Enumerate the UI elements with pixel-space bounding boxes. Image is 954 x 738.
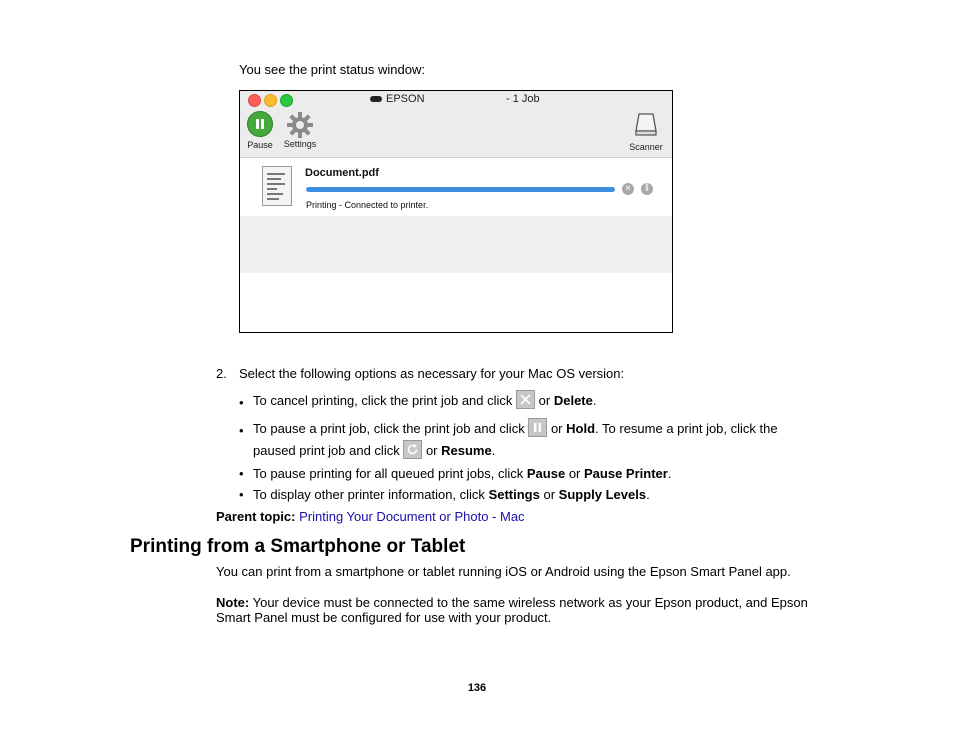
note-paragraph: Note: Your device must be connected to the same wireless network as your Epson product, and Epson Smart Panel must be configured for use with your product. [216, 595, 808, 625]
job-progress-bar [306, 187, 615, 192]
intro-text: You see the print status window: [239, 62, 425, 77]
zoom-window-button[interactable] [280, 94, 293, 107]
step-text: Select the following options as necessary for your Mac OS version: [239, 366, 625, 381]
bullet-marker: • [239, 487, 244, 502]
empty-job-row [240, 216, 672, 273]
job-name: Document.pdf [305, 167, 379, 179]
scanner-button[interactable] [626, 111, 666, 152]
cancel-job-icon[interactable]: × [622, 183, 634, 195]
scanner-icon [633, 111, 659, 137]
pause-icon [247, 111, 273, 137]
job-status: Printing - Connected to printer. [306, 200, 429, 210]
pause-button[interactable] [246, 111, 274, 150]
section-paragraph: You can print from a smartphone or tablet running iOS or Android using the Epson Smart Panel app. [216, 564, 791, 579]
bullet-cancel: To cancel printing, click the print job and click or Delete. [253, 388, 597, 414]
step-number: 2. [216, 366, 227, 381]
pause-job-icon[interactable]: ‖ [641, 183, 653, 195]
bullet-pause-job: To pause a print job, click the print job and click or Hold. To resume a print job, click the [253, 416, 778, 442]
bullet-marker: • [239, 395, 244, 410]
print-job-row[interactable] [240, 158, 672, 215]
bullet-printer-info: To display other printer information, click Settings or Supply Levels. [253, 487, 650, 502]
close-icon [516, 390, 535, 409]
bullet-marker: • [239, 466, 244, 481]
document-thumbnail [262, 166, 292, 206]
page-number: 136 [467, 682, 487, 694]
minimize-window-button[interactable] [264, 94, 277, 107]
bullet-resume-job: paused print job and click or Resume. [253, 438, 495, 464]
printer-icon [370, 96, 382, 102]
pause-label: Pause [247, 140, 273, 150]
resume-icon [403, 440, 422, 459]
bullet-pause-all: To pause printing for all queued print jobs, click Pause or Pause Printer. [253, 466, 672, 481]
section-heading: Printing from a Smartphone or Tablet [130, 536, 466, 557]
bullet-marker: • [239, 423, 244, 438]
scanner-label: Scanner [629, 142, 663, 152]
settings-button[interactable] [280, 111, 320, 149]
pause-icon [528, 418, 547, 437]
close-window-button[interactable] [248, 94, 261, 107]
job-count: - 1 Job [506, 93, 540, 105]
settings-label: Settings [283, 139, 317, 149]
gear-icon [286, 111, 314, 139]
parent-topic-link[interactable]: Printing Your Document or Photo - Mac [299, 509, 525, 524]
parent-topic: Parent topic: Printing Your Document or Photo - Mac [216, 509, 525, 524]
window-title: EPSON [370, 93, 425, 105]
job-progress-fill [306, 187, 615, 192]
window-toolbar [240, 91, 672, 158]
print-status-window [239, 90, 673, 333]
